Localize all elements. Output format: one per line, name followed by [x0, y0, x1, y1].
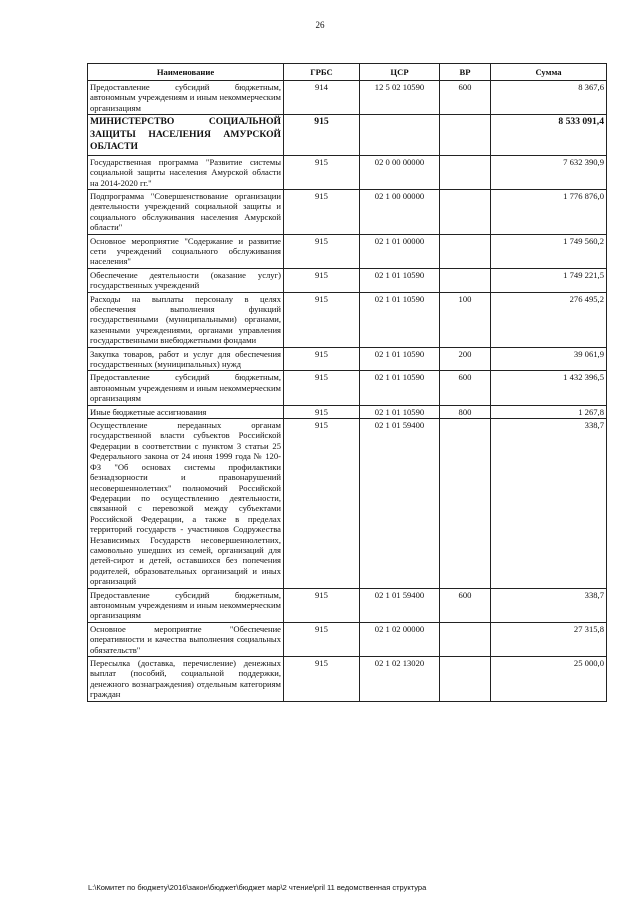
row-csr — [360, 115, 440, 156]
row-name: МИНИСТЕРСТВО СОЦИАЛЬНОЙ ЗАЩИТЫ НАСЕЛЕНИЯ АМУРСКОЙ ОБЛАСТИ — [88, 115, 284, 156]
row-name: Закупка товаров, работ и услуг для обеспечения государственных (муниципальных) нужд — [88, 347, 284, 371]
page-number: 26 — [315, 20, 325, 30]
header-name: Наименование — [88, 64, 284, 81]
row-sum: 1 749 221,5 — [491, 268, 607, 292]
row-sum: 276 495,2 — [491, 292, 607, 347]
row-sum: 1 432 396,5 — [491, 371, 607, 405]
row-vr: 600 — [440, 371, 491, 405]
row-name: Основное мероприятие "Содержание и развитие сети учреждений социального обслуживания населения" — [88, 234, 284, 268]
table-header-row — [88, 64, 607, 81]
budget-table — [87, 63, 607, 702]
row-vr — [440, 115, 491, 156]
row-grbs: 915 — [284, 371, 360, 405]
row-sum: 8 533 091,4 — [491, 115, 607, 156]
table-row — [88, 81, 607, 115]
row-name: Подпрограмма "Совершенствование организации деятельности учреждений социальной защиты и социального обслуживания населения Амурской области" — [88, 189, 284, 234]
table-row — [88, 268, 607, 292]
table-row — [88, 622, 607, 656]
row-csr: 02 1 01 10590 — [360, 268, 440, 292]
row-vr: 800 — [440, 405, 491, 418]
row-name: Расходы на выплаты персоналу в целях обеспечения выполнения функций государственными (муниципальными) органами, казенными учреждениями, органами управления государственными внебюджетными фондами — [88, 292, 284, 347]
table-row — [88, 657, 607, 702]
row-vr — [440, 657, 491, 702]
table-row — [88, 347, 607, 371]
row-name: Пересылка (доставка, перечисление) денежных выплат (пособий, социальной поддержки, денежного вознаграждения) отдельным категориям граждан — [88, 657, 284, 702]
row-sum: 8 367,6 — [491, 81, 607, 115]
table-row — [88, 405, 607, 418]
table-row-ministry — [88, 115, 607, 156]
row-sum: 338,7 — [491, 419, 607, 589]
row-grbs: 915 — [284, 268, 360, 292]
row-csr: 02 1 01 10590 — [360, 347, 440, 371]
row-sum: 25 000,0 — [491, 657, 607, 702]
row-csr: 02 1 00 00000 — [360, 189, 440, 234]
row-vr: 100 — [440, 292, 491, 347]
header-sum: Сумма — [491, 64, 607, 81]
table-row — [88, 234, 607, 268]
footer-file-path: L:\Комитет по бюджету\2016\закон\бюджет\бюджет мар\2 чтение\pril 11 ведомственная структура — [88, 883, 427, 892]
row-csr: 02 1 01 00000 — [360, 234, 440, 268]
row-name: Обеспечение деятельности (оказание услуг) государственных учреждений — [88, 268, 284, 292]
row-name: Государственная программа "Развитие системы социальной защиты населения Амурской области на 2014-2020 гг." — [88, 155, 284, 189]
table-row — [88, 189, 607, 234]
row-csr: 02 1 01 10590 — [360, 292, 440, 347]
row-csr: 02 1 01 10590 — [360, 371, 440, 405]
row-grbs: 915 — [284, 189, 360, 234]
header-vr: ВР — [440, 64, 491, 81]
row-sum: 338,7 — [491, 588, 607, 622]
row-grbs: 915 — [284, 292, 360, 347]
row-sum: 39 061,9 — [491, 347, 607, 371]
row-vr: 600 — [440, 588, 491, 622]
row-grbs: 915 — [284, 115, 360, 156]
row-csr: 02 1 01 10590 — [360, 405, 440, 418]
row-csr: 02 1 01 59400 — [360, 419, 440, 589]
row-csr: 02 0 00 00000 — [360, 155, 440, 189]
row-vr — [440, 268, 491, 292]
table-row — [88, 292, 607, 347]
row-grbs: 915 — [284, 622, 360, 656]
row-name: Основное мероприятие "Обеспечение оперативности и качества выполнения социальных обязательств" — [88, 622, 284, 656]
row-name: Предоставление субсидий бюджетным, автономным учреждениям и иным некоммерческим организациям — [88, 81, 284, 115]
table-row — [88, 155, 607, 189]
row-grbs: 915 — [284, 155, 360, 189]
row-name: Осуществление переданных органам государственной власти субъектов Российской Федерации в соответствии с пунктом 3 статьи 25 Федерального закона от 24 июня 1999 года № 120-ФЗ "Об основах системы профилактики безнадзорности и правонарушений несовершеннолетних" полномочий Российской Федерации по осуществлению деятельности, связанной с перевозкой между субъектами Российской Федерации, а также в пределах территорий государств - участников Содружества Независимых Государств несовершеннолетних, самовольно ушедших из семей, организаций для детей-сирот и детей, оставшихся без попечения родителей, образовательных организаций и иных организаций — [88, 419, 284, 589]
table-row — [88, 371, 607, 405]
row-name: Предоставление субсидий бюджетным, автономным учреждениям и иным некоммерческим организациям — [88, 588, 284, 622]
row-vr: 600 — [440, 81, 491, 115]
table-row — [88, 588, 607, 622]
row-grbs: 915 — [284, 419, 360, 589]
row-vr — [440, 189, 491, 234]
row-csr: 02 1 02 13020 — [360, 657, 440, 702]
row-vr — [440, 622, 491, 656]
row-vr — [440, 234, 491, 268]
row-csr: 12 5 02 10590 — [360, 81, 440, 115]
table-row — [88, 419, 607, 589]
row-sum: 1 267,8 — [491, 405, 607, 418]
row-sum: 7 632 390,9 — [491, 155, 607, 189]
row-grbs: 915 — [284, 347, 360, 371]
row-sum: 1 776 876,0 — [491, 189, 607, 234]
row-vr: 200 — [440, 347, 491, 371]
row-grbs: 914 — [284, 81, 360, 115]
row-sum: 27 315,8 — [491, 622, 607, 656]
row-csr: 02 1 01 59400 — [360, 588, 440, 622]
row-grbs: 915 — [284, 234, 360, 268]
header-csr: ЦСР — [360, 64, 440, 81]
row-name: Предоставление субсидий бюджетным, автономным учреждениям и иным некоммерческим организациям — [88, 371, 284, 405]
row-csr: 02 1 02 00000 — [360, 622, 440, 656]
row-vr — [440, 155, 491, 189]
row-vr — [440, 419, 491, 589]
header-grbs: ГРБС — [284, 64, 360, 81]
row-sum: 1 749 560,2 — [491, 234, 607, 268]
row-name: Иные бюджетные ассигнования — [88, 405, 284, 418]
row-grbs: 915 — [284, 657, 360, 702]
row-grbs: 915 — [284, 405, 360, 418]
row-grbs: 915 — [284, 588, 360, 622]
